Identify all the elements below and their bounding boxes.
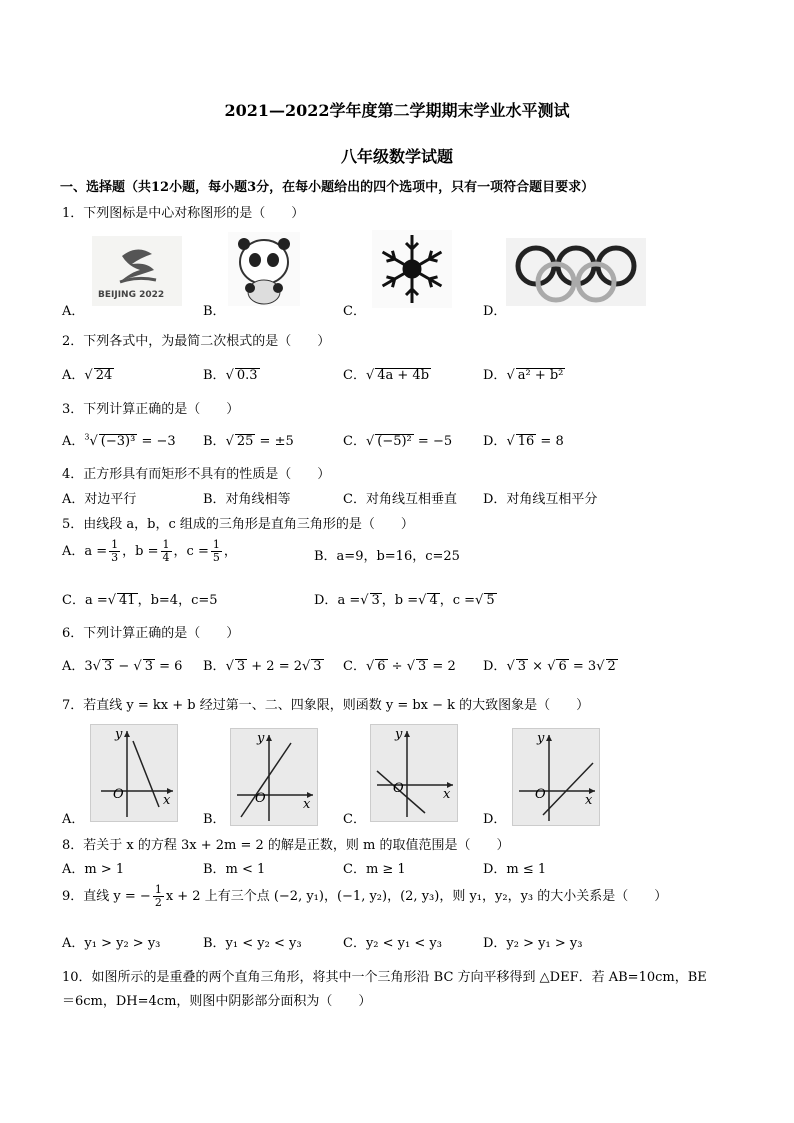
q5-a-frac2-den: 4 [162,551,170,564]
q6-b-radicand1: 3 [236,659,246,674]
q3-b-radicand: 25 [236,434,254,449]
q5-option-c: C．a =√ 41 ，b=4，c=5 [62,593,218,608]
q7-c-origin: O [393,781,404,796]
q2-option-d: D．√ a² + b² [483,368,564,383]
q7-graph-a [90,724,178,822]
q9-stem-pre: 9．直线 y = − [62,889,151,904]
q2-d-radicand: a² + b² [517,368,564,383]
question-9-stem [62,884,667,909]
q5-d-text2: ，b = [381,593,419,608]
q1-option-c-label: C． [343,304,366,319]
beijing-2022-logo-image [92,236,182,306]
line-graph-c-icon [371,725,457,821]
q7-option-c-label: C． [343,812,366,827]
q2-a-radicand: 24 [95,368,113,383]
q8-option-b: B．m < 1 [203,862,266,877]
q5-c-text2: ，b=4，c=5 [137,593,218,608]
q6-a-radicand1: 3 [103,659,113,674]
q6-c-radicand2: 3 [418,659,427,674]
q3-a-radicand: (−3)³ [100,434,136,449]
q3-option-c: C．√ (−5)² = −5 [343,434,453,449]
section-heading: 一、选择题（共12小题，每小题3分，在每小题给出的四个选项中，只有一项符合题目要求） [60,180,595,195]
q7-option-b-label: B． [203,812,226,827]
q9-option-c: C．y₂ < y₁ < y₃ [343,936,442,951]
question-10-line-2: ＝6cm，DH=4cm，则图中阴影部分面积为（ ） [62,994,372,1009]
logo-caption: BEIJING 2022 [98,290,165,300]
q5-a-text1: a = [84,544,108,559]
q5-d-radicand3: 5 [486,593,495,608]
q9-frac-den: 2 [154,896,162,909]
q7-graph-b [230,728,318,826]
q6-a-op: − [114,659,134,674]
q6-d-label: D． [483,659,507,674]
q6-option-a: A．3√ 3 − √ 3 = 6 [62,659,183,674]
q5-a-frac2-num: 1 [162,538,170,551]
question-1-stem: 1．下列图标是中心对称图形的是（ ） [62,206,305,221]
q6-b-label: B． [203,659,226,674]
question-5-stem: 5．由线段 a，b，c 组成的三角形是直角三角形的是（ ） [62,517,414,532]
q5-a-frac2 [161,539,172,564]
line-graph-d-icon [513,729,599,825]
q7-graph-c [370,724,458,822]
q7-d-axis-x: x [585,793,593,808]
q7-option-d-label: D． [483,812,507,827]
q5-option-a [62,539,237,564]
q3-a-index: 3 [84,432,90,442]
q2-b-radicand: 0.3 [236,368,258,383]
q5-d-radicand1: 3 [371,593,380,608]
q2-a-label: A． [62,368,85,383]
exam-subtitle: 八年级数学试题 [340,147,453,166]
q2-option-a: A．√ 24 [62,368,113,383]
question-4-stem: 4．正方形具有而矩形不具有的性质是（ ） [62,467,331,482]
question-3-stem: 3．下列计算正确的是（ ） [62,402,240,417]
q2-d-label: D． [483,368,507,383]
q6-a-label: A． [62,659,85,674]
q9-option-a: A．y₁ > y₂ > y₃ [62,936,161,951]
olympic-rings-image [506,238,646,306]
q3-option-a: A．$^3$√ (−3)³ = −3 [62,432,176,449]
panda-mascot-image [228,232,300,306]
q6-d-radicand1: 3 [517,659,527,674]
question-8-stem: 8．若关于 x 的方程 3x + 2m = 2 的解是正数，则 m 的取值范围是（ ） [62,838,510,853]
q3-d-result: = 8 [536,434,564,449]
q3-c-radicand: (−5)² [377,434,412,449]
q5-d-text3: ，c = [439,593,476,608]
q6-a-result: = 6 [155,659,183,674]
q8-option-a: A．m > 1 [62,862,125,877]
q4-option-d: D．对角线互相平分 [483,492,598,507]
q2-option-b: B．√ 0.3 [203,368,258,383]
q6-option-b: B．√ 3 + 2 = 2√ 3 [203,659,322,674]
q6-a-coef: 3 [84,659,93,674]
q7-b-origin: O [255,791,266,806]
q3-a-result: = −3 [137,434,176,449]
q6-d-op: × [528,659,548,674]
q3-b-label: B． [203,434,226,449]
q5-a-frac3-num: 1 [212,538,220,551]
q9-stem-post: x + 2 上有三个点 (−2, y₁)，(−1, y₂)，(2, y₃)，则 y₁，y₂，y₃ 的大小关系是（ ） [165,889,668,904]
q6-c-radicand1: 6 [377,659,386,674]
q6-b-op: + 2 = 2 [247,659,302,674]
q8-option-c: C．m ≥ 1 [343,862,406,877]
snowflake-icon [372,230,452,308]
q7-b-axis-x: x [303,797,311,812]
q1-option-b-label: B． [203,304,226,319]
q5-a-frac1-num: 1 [111,538,119,551]
q4-option-b: B．对角线相等 [203,492,291,507]
q7-d-axis-y: y [537,731,545,746]
q3-d-label: D． [483,434,507,449]
q5-a-frac3-den: 5 [212,551,220,564]
q2-c-label: C． [343,368,366,383]
q5-a-frac1 [109,539,120,564]
q6-option-c: C．√ 6 ÷ √ 3 = 2 [343,659,456,674]
snowflake-image [372,230,452,308]
q9-option-d: D．y₂ > y₁ > y₃ [483,936,583,951]
q5-a-text3: ，c = [173,544,209,559]
q5-a-end: ， [223,544,237,559]
q6-c-label: C． [343,659,366,674]
q6-d-result: = 3 [568,659,597,674]
panda-icon [228,232,300,306]
q6-b-radicand2: 3 [313,659,322,674]
q5-a-label: A． [62,544,85,559]
q7-c-axis-x: x [443,787,451,802]
q6-d-radicand3: 2 [607,659,616,674]
q3-option-d: D．√ 16 = 8 [483,434,564,449]
q7-option-a-label: A． [62,812,85,827]
q7-graph-d [512,728,600,826]
question-10-line-1: 10．如图所示的是重叠的两个直角三角形，将其中一个三角形沿 BC 方向平移得到 △DEF．若 AB=10cm，BE [62,970,707,985]
q3-c-label: C． [343,434,366,449]
q4-option-c: C．对角线互相垂直 [343,492,457,507]
q7-a-origin: O [113,787,124,802]
q7-a-axis-x: x [163,793,171,808]
q5-d-radicand2: 4 [429,593,438,608]
q8-option-d: D．m ≤ 1 [483,862,547,877]
q6-a-radicand2: 3 [144,659,153,674]
question-6-stem: 6．下列计算正确的是（ ） [62,626,240,641]
q5-a-text2: ，b = [122,544,159,559]
q5-c-radicand: 41 [119,593,136,608]
q5-option-d: D．a =√ 3 ，b =√ 4 ，c =√ 5 [314,593,495,608]
q9-fraction [153,884,164,909]
q7-a-axis-y: y [115,727,123,742]
question-7-stem: 7．若直线 y = kx + b 经过第一、二、四象限，则函数 y = bx − k 的大致图象是（ ） [62,698,590,713]
q3-option-b: B．√ 25 = ±5 [203,434,294,449]
q5-c-label: C． [62,593,85,608]
q3-b-result: = ±5 [255,434,294,449]
q5-a-frac3 [211,539,222,564]
q5-c-text1: a = [84,593,108,608]
q3-a-label: A． [62,434,85,449]
q2-b-label: B． [203,368,226,383]
q1-option-d-label: D． [483,304,507,319]
q7-c-axis-y: y [395,727,403,742]
olympic-rings-icon [506,238,646,306]
q9-option-b: B．y₁ < y₂ < y₃ [203,936,302,951]
q2-c-radicand: 4a + 4b [377,368,430,383]
q3-d-radicand: 16 [517,434,535,449]
q6-option-d: D．√ 3 × √ 6 = 3√ 2 [483,659,616,674]
q5-d-text1: a = [337,593,361,608]
q5-a-frac1-den: 3 [111,551,119,564]
q1-option-a-label: A． [62,304,85,319]
q7-d-origin: O [535,787,546,802]
q6-c-result: = 2 [428,659,456,674]
q2-option-c: C．√ 4a + 4b [343,368,430,383]
q6-d-radicand2: 6 [558,659,567,674]
q3-c-result: = −5 [413,434,453,449]
q5-option-b: B．a=9，b=16，c=25 [314,549,460,564]
exam-title: 2021—2022学年度第二学期期末学业水平测试 [224,101,570,120]
question-2-stem: 2．下列各式中，为最简二次根式的是（ ） [62,334,331,349]
q9-frac-num: 1 [154,883,162,896]
q4-option-a: A．对边平行 [62,492,137,507]
q5-d-label: D． [314,593,338,608]
q6-c-op: ÷ [387,659,407,674]
q7-b-axis-y: y [257,731,265,746]
